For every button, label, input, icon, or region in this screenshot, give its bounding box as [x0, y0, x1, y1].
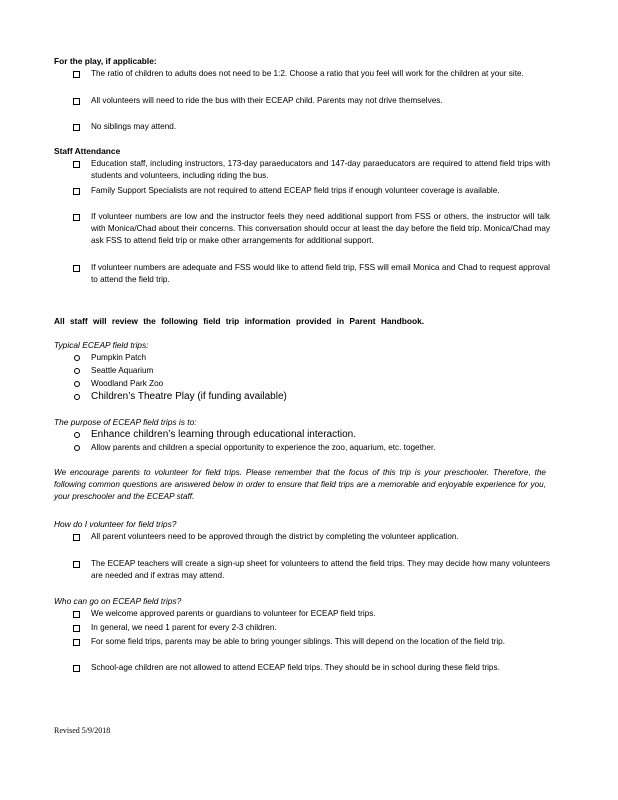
typical-trip-item: Pumpkin Patch — [72, 352, 550, 364]
circle-bullet-icon — [74, 432, 80, 438]
all-staff-note: All staff will review the following field trip information provided in Parent Handbook. — [54, 316, 425, 326]
checkbox-bullet-icon — [73, 561, 80, 568]
typical-trip-item: Children’s Theatre Play (if funding available) — [72, 391, 550, 403]
checkbox-bullet-icon — [73, 534, 80, 541]
staff-item: Education staff, including instructors, 173-day paraeducators and 147-day paraeducators are required to attend field trips with students and volunteers, including riding the bus. — [72, 158, 550, 182]
how-volunteer-heading: How do I volunteer for field trips? — [54, 519, 177, 529]
checkbox-bullet-icon — [73, 665, 80, 672]
checkbox-bullet-icon — [73, 639, 80, 646]
circle-bullet-icon — [74, 355, 80, 361]
staff-item: If volunteer numbers are adequate and FSS would like to attend field trip, FSS will email Monica and Chad to request approval to attend the field trip. — [72, 262, 550, 286]
checkbox-bullet-icon — [73, 98, 80, 105]
circle-bullet-icon — [74, 381, 80, 387]
checkbox-bullet-icon — [73, 214, 80, 221]
staff-item: Family Support Specialists are not required to attend ECEAP field trips if enough volunteer coverage is available. — [72, 185, 550, 197]
purpose-item: Allow parents and children a special opportunity to experience the zoo, aquarium, etc. together. — [72, 442, 550, 454]
checkbox-bullet-icon — [73, 71, 80, 78]
play-item: No siblings may attend. — [72, 121, 550, 133]
checkbox-bullet-icon — [73, 625, 80, 632]
staff-item: If volunteer numbers are low and the instructor feels they need additional support from FSS or others, the instructor will talk with Monica/Chad about their concerns. This conversation should occur at least the day before the field trip. Monica/Chad may ask FSS to attend field trip or make other arrangements for additional support. — [72, 211, 550, 247]
who-can-go-heading: Who can go on ECEAP field trips? — [54, 596, 182, 606]
checkbox-bullet-icon — [73, 188, 80, 195]
who-item: School-age children are not allowed to attend ECEAP field trips. They should be in school during these field trips. — [72, 662, 550, 674]
checkbox-bullet-icon — [73, 124, 80, 131]
typical-trip-item: Woodland Park Zoo — [72, 378, 550, 390]
who-item: In general, we need 1 parent for every 2-3 children. — [72, 622, 550, 634]
how-item: The ECEAP teachers will create a sign-up sheet for volunteers to attend the field trips. They may decide how many volunteers are needed and if extras may attend. — [72, 558, 550, 582]
circle-bullet-icon — [74, 394, 80, 400]
revision-date-footer: Revised 5/9/2018 — [54, 726, 111, 735]
circle-bullet-icon — [74, 445, 80, 451]
purpose-heading: The purpose of ECEAP field trips is to: — [54, 417, 197, 427]
circle-bullet-icon — [74, 368, 80, 374]
checkbox-bullet-icon — [73, 161, 80, 168]
play-heading: For the play, if applicable: — [54, 56, 157, 66]
purpose-item: Enhance children’s learning through educational interaction. — [72, 429, 550, 441]
play-item: All volunteers will need to ride the bus with their ECEAP child. Parents may not drive themselves. — [72, 95, 550, 107]
checkbox-bullet-icon — [73, 611, 80, 618]
staff-attendance-heading: Staff Attendance — [54, 146, 121, 156]
checkbox-bullet-icon — [73, 265, 80, 272]
who-item: For some field trips, parents may be able to bring younger siblings. This will depend on the location of the field trip. — [72, 636, 550, 648]
typical-trip-item: Seattle Aquarium — [72, 365, 550, 377]
who-item: We welcome approved parents or guardians to volunteer for ECEAP field trips. — [72, 608, 550, 620]
typical-trips-heading: Typical ECEAP field trips: — [54, 340, 149, 350]
how-item: All parent volunteers need to be approved through the district by completing the volunteer application. — [72, 531, 550, 543]
play-item: The ratio of children to adults does not need to be 1:2. Choose a ratio that you feel will work for the children at your site. — [72, 68, 550, 80]
encourage-paragraph: We encourage parents to volunteer for field trips. Please remember that the focus of this trip is your preschooler. Therefore, the following common questions are answered below in order to ensure that field trips are a memorable and enjoyable experience for you, your preschooler and the ECEAP staff. — [54, 468, 546, 501]
